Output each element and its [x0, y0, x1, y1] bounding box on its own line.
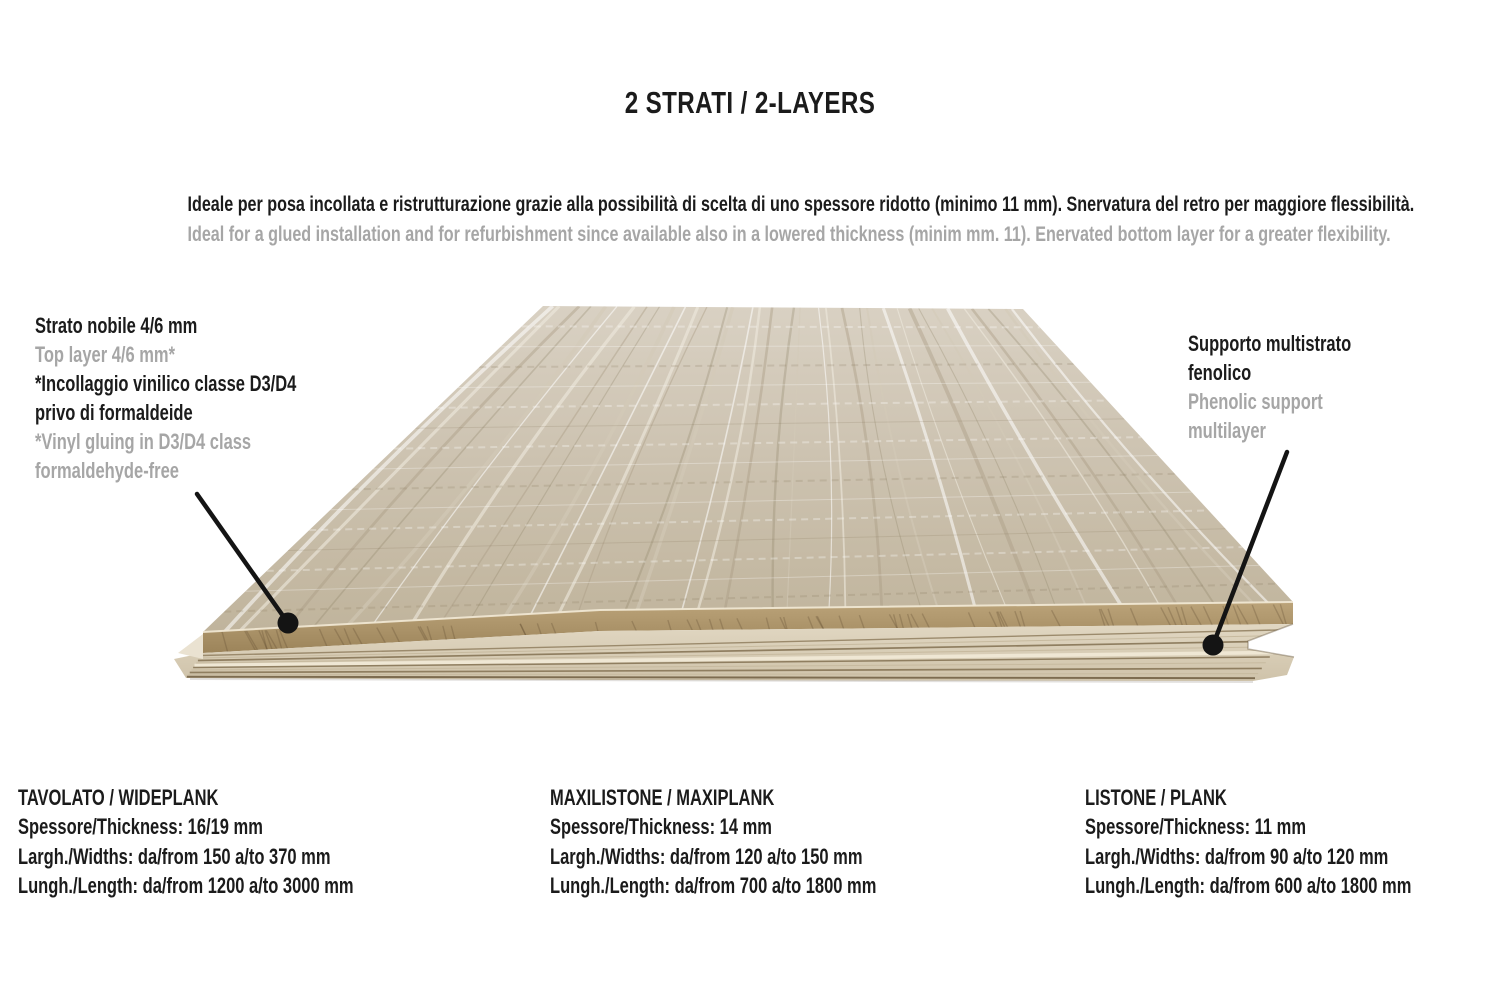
support-label-en-line1: Phenolic support: [1188, 389, 1323, 414]
gluing-note-it-line1: *Incollaggio vinilico classe D3/D4: [35, 371, 297, 396]
callout-top-layer: [35, 311, 296, 485]
plank-top-surface: [203, 306, 1293, 632]
product-thickness: Spessore/Thickness: 11 mm: [1085, 814, 1307, 840]
intro-text-en: Ideal for a glued installation and for refurbishment since available also in a lowered thickness (minim mm. 11). Enervated bottom layer for a greater flexibility.: [187, 221, 1391, 246]
callout-dot-top-layer: [278, 613, 299, 634]
product-lengths: Lungh./Length: da/from 1200 a/to 3000 mm: [18, 873, 354, 899]
top-layer-label-en: Top layer 4/6 mm*: [35, 342, 176, 367]
product-widths: Largh./Widths: da/from 90 a/to 120 mm: [1085, 843, 1389, 869]
product-name: LISTONE / PLANK: [1085, 785, 1227, 810]
top-layer-label-it: Strato nobile 4/6 mm: [35, 313, 198, 338]
gluing-note-it-line2: privo di formaldeide: [35, 400, 193, 425]
product-lengths: Lungh./Length: da/from 600 a/to 1800 mm: [1085, 873, 1412, 899]
gluing-note-en-line2: formaldehyde-free: [35, 458, 179, 483]
callout-support: [1188, 329, 1351, 445]
support-label-it-line2: fenolico: [1188, 360, 1252, 385]
gluing-note-en-line1: *Vinyl gluing in D3/D4 class: [35, 429, 252, 454]
support-label-it-line1: Supporto multistrato: [1188, 331, 1352, 356]
intro-paragraph: [0, 190, 1500, 249]
product-widths: Largh./Widths: da/from 120 a/to 150 mm: [550, 843, 863, 869]
support-label-en-line2: multilayer: [1188, 418, 1266, 443]
spec-column-wideplank: [18, 783, 354, 901]
product-lengths: Lungh./Length: da/from 700 a/to 1800 mm: [550, 873, 877, 899]
spec-column-maxiplank: [550, 783, 876, 901]
spec-column-plank: [1085, 783, 1411, 901]
callout-dot-support: [1203, 635, 1224, 656]
product-name: TAVOLATO / WIDEPLANK: [18, 785, 219, 810]
product-thickness: Spessore/Thickness: 16/19 mm: [18, 814, 263, 840]
intro-text-it: Ideale per posa incollata e ristrutturazione grazie alla possibilità di scelta di uno spessore ridotto (minimo 11 mm). Snervatura del retro per maggiore flessibilità.: [187, 192, 1415, 216]
page-title: 2 STRATI / 2-LAYERS: [624, 85, 876, 120]
product-name: MAXILISTONE / MAXIPLANK: [550, 785, 775, 810]
product-widths: Largh./Widths: da/from 150 a/to 370 mm: [18, 843, 331, 869]
product-thickness: Spessore/Thickness: 14 mm: [550, 814, 772, 840]
groove-notch: [178, 634, 203, 659]
